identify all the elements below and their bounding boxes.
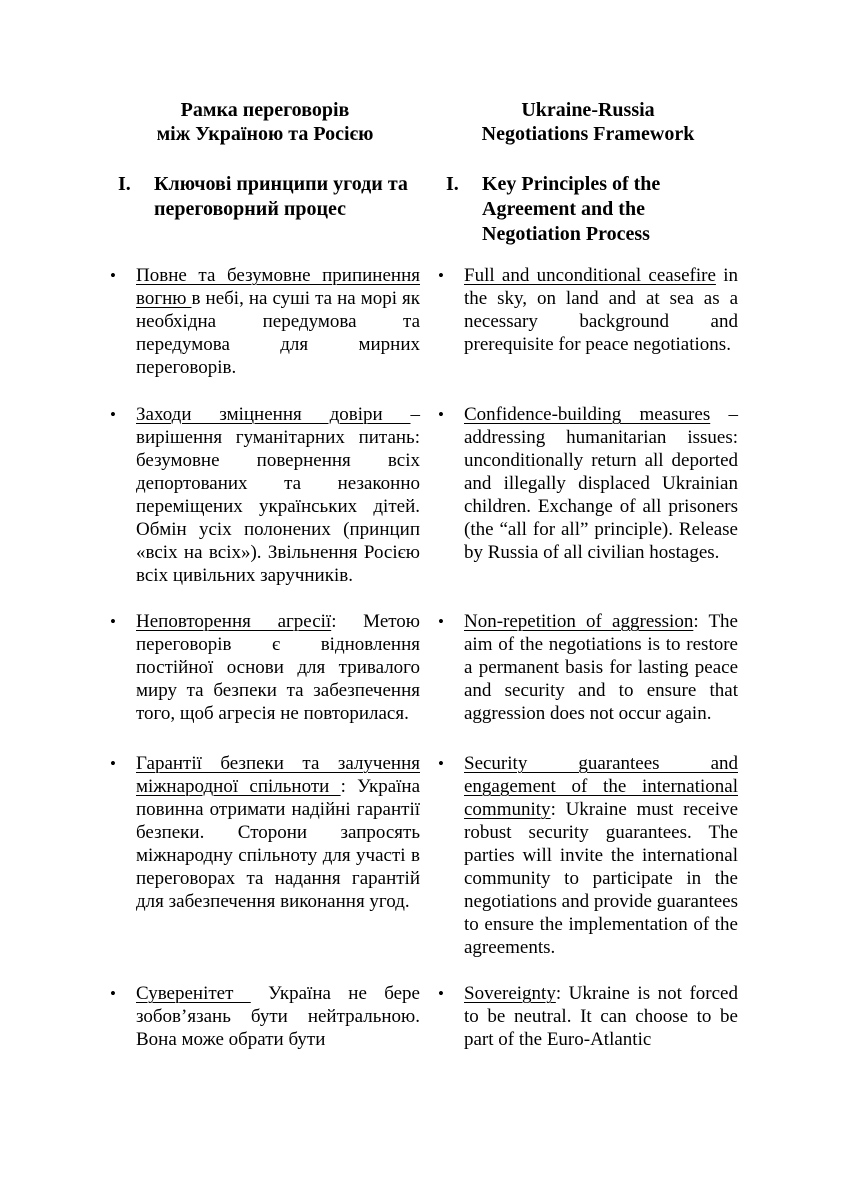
title-en-line2: Negotiations Framework	[481, 123, 695, 145]
bullet-cell-en	[438, 264, 738, 379]
bullet-lead: Confidence-building measures	[464, 404, 711, 425]
bullet-rest: : Ukraine must receive robust security guarantees. The parties will invite the international community to participate in the negotiations and provide guarantees to ensure the implementation of the agreements.	[464, 799, 738, 958]
bullet-row-security-guarantees	[110, 752, 738, 959]
bullet-rest: : Метою переговорів є відновлення постійної основи для тривалого миру та безпеки та забезпечення того, щоб агресія не повторилася.	[136, 611, 420, 724]
bullet-cell-en	[438, 403, 738, 587]
bullet-lead: Суверенітет	[136, 983, 251, 1004]
section-cell-en	[438, 172, 738, 247]
section-heading-row	[110, 172, 738, 247]
bullet-text	[136, 264, 420, 379]
bullet-rest: : Україна повинна отримати надійні гарантії безпеки. Сторони запросять міжнародну спільноту для участі в переговорах та надання гарантій для забезпечення виконання угод.	[136, 776, 421, 912]
bullet-icon: •	[110, 754, 116, 773]
bullet-icon: •	[438, 612, 444, 631]
bullet-cell-en	[438, 610, 738, 725]
bullet-text	[464, 403, 738, 564]
bullet-lead: Sovereignty	[464, 983, 556, 1004]
bullet-rest: – вирішення гуманітарних питань: безумовне повернення всіх депортованих та незаконно переміщених українських дітей. Обмін усіх полонених (принцип «всіх на всіх»). Звільнення Росією всіх цивільних заручників.	[136, 404, 420, 586]
bullet-rest: – addressing humanitarian issues: unconditionally return all deported and illegally displaced Ukrainian children. Exchange of all prisoners (the “all for all” principle). Release by Russia of all civilian hostages.	[464, 404, 738, 563]
bullet-text	[464, 610, 738, 725]
bullet-text	[136, 403, 420, 587]
bullet-rest: : Ukraine is not forced to be neutral. It can choose to be part of the Euro-Atlantic	[464, 983, 738, 1050]
bullet-item-ceasefire-en	[438, 264, 738, 356]
bullet-icon: •	[110, 612, 116, 631]
section-number-ua: I.	[118, 173, 131, 195]
bullet-item-sovereignty-ua	[110, 982, 420, 1051]
bullet-text	[136, 610, 420, 725]
bullet-lead: Неповторення агресії	[136, 611, 332, 632]
bullet-icon: •	[110, 984, 116, 1003]
bullet-lead: Гарантії безпеки та залучення міжнародної спільноти	[136, 753, 420, 797]
bullet-item-confidence-ua	[110, 403, 420, 587]
bullet-rest: in the sky, on land and at sea as a necessary background and prerequisite for peace negotiations.	[464, 265, 738, 355]
title-en-line1: Ukraine-Russia	[521, 99, 655, 121]
bullet-item-non-repetition-en	[438, 610, 738, 725]
section-number-en: I.	[446, 173, 459, 195]
bullet-icon: •	[438, 405, 444, 424]
bullet-item-non-repetition-ua	[110, 610, 420, 725]
bullet-icon: •	[110, 405, 116, 424]
title-row	[110, 98, 738, 146]
title-cell-en	[438, 98, 738, 146]
bullet-icon: •	[438, 266, 444, 285]
bullet-row-sovereignty	[110, 982, 738, 1051]
bullet-lead: Security guarantees and engagement of the international community	[464, 753, 738, 820]
bullet-rest: в небі, на суші та на морі як необхідна передумова та передумова для мирних переговорів.	[136, 288, 420, 378]
bullet-cell-ua	[110, 752, 420, 959]
bullet-item-security-en	[438, 752, 738, 959]
bullet-lead: Full and unconditional ceasefire	[464, 265, 716, 286]
bullet-cell-ua	[110, 403, 420, 587]
bullet-rest: : The aim of the negotiations is to restore a permanent basis for lasting peace and security and to ensure that aggression does not occur again.	[464, 611, 738, 724]
bullet-cell-ua	[110, 264, 420, 379]
title-en	[438, 98, 738, 146]
bullet-item-ceasefire-ua	[110, 264, 420, 379]
bullet-rest: Україна не бере зобов’язань бути нейтральною. Вона може обрати бути	[136, 983, 420, 1050]
bullet-item-security-ua	[110, 752, 420, 913]
bullet-cell-ua	[110, 982, 420, 1051]
title-ua-line2: між Україною та Росією	[156, 123, 374, 145]
bullet-icon: •	[438, 754, 444, 773]
bullet-lead: Non-repetition of aggression	[464, 611, 694, 632]
bullet-icon: •	[438, 984, 444, 1003]
section-cell-ua	[110, 172, 420, 247]
section-heading-en	[438, 172, 738, 247]
bullet-cell-ua	[110, 610, 420, 725]
title-ua	[110, 98, 420, 146]
bullet-row-ceasefire	[110, 264, 738, 379]
bullet-row-confidence	[110, 403, 738, 587]
bullet-item-confidence-en	[438, 403, 738, 564]
bullet-text	[464, 982, 738, 1051]
bullet-text	[464, 264, 738, 356]
bullet-item-sovereignty-en	[438, 982, 738, 1051]
bullet-lead: Повне та безумовне припинення вогню	[136, 265, 420, 309]
section-text-en: Key Principles of the Agreement and the Negotiation Process	[482, 173, 661, 245]
bullet-text	[464, 752, 738, 959]
bullet-cell-en	[438, 982, 738, 1051]
bullet-icon: •	[110, 266, 116, 285]
bullet-cell-en	[438, 752, 738, 959]
section-heading-ua	[110, 172, 420, 222]
bullet-text	[136, 982, 420, 1051]
section-text-ua: Ключові принципи угоди та переговорний процес	[154, 173, 408, 220]
title-ua-line1: Рамка переговорів	[180, 99, 350, 121]
bullet-lead: Заходи зміцнення довіри	[136, 404, 411, 425]
document-content	[110, 98, 738, 1051]
bullet-row-non-repetition	[110, 610, 738, 725]
bullet-text	[136, 752, 420, 913]
title-cell-ua	[110, 98, 420, 146]
